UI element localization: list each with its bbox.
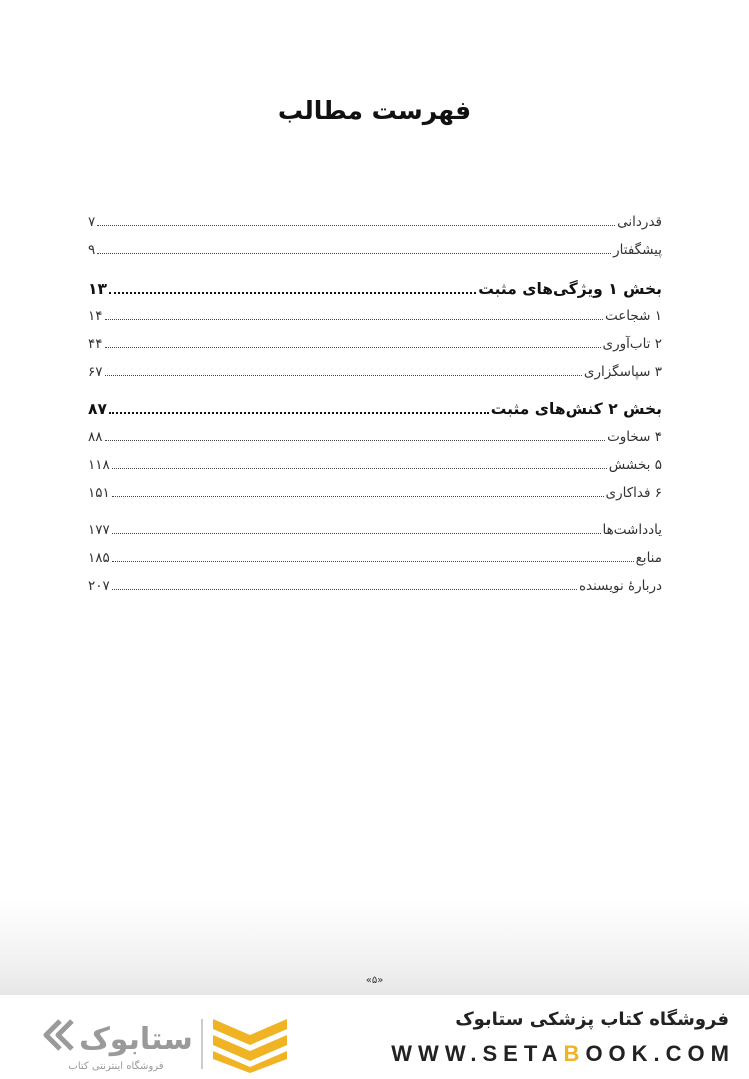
toc-entry-label: ۴ سخاوت (607, 429, 662, 445)
dot-leader (105, 439, 606, 441)
url-part-highlight: B (563, 1041, 586, 1066)
toc-entry-page: ۱۱۸ (88, 457, 110, 473)
toc-entry-label: منابع (635, 550, 662, 566)
dot-leader (97, 224, 615, 226)
logo-wordmark: ستابوک (79, 1022, 193, 1057)
dot-leader (112, 588, 577, 590)
toc-entry (88, 425, 662, 445)
toc-entry-page: ۸۷ (88, 400, 107, 418)
dot-leader (105, 374, 582, 376)
toc-entry-page: ۱۳ (88, 280, 107, 298)
dot-leader (112, 495, 604, 497)
toc-entry-label: ۶ فداکاری (605, 485, 662, 501)
toc-entry-page: ۷ (88, 214, 96, 230)
toc-entry-page: ۴۴ (88, 336, 103, 352)
toc-entry (88, 332, 662, 352)
toc-entry-label: ۱ شجاعت (604, 308, 662, 324)
logo-mark-icon (213, 1019, 287, 1073)
toc-entry (88, 238, 662, 258)
dot-leader (112, 467, 607, 469)
logo-subtext: فروشگاه اینترنتی کتاب (68, 1061, 164, 1072)
toc-entry (88, 481, 662, 501)
toc-entry (88, 453, 662, 473)
dot-leader (112, 532, 601, 534)
url-part: SETA (482, 1041, 564, 1066)
dot-leader (109, 411, 489, 414)
toc-entry-page: ۸۸ (88, 429, 103, 445)
toc-entry-label: ۵ بخشش (608, 457, 662, 473)
store-url[interactable] (391, 1041, 735, 1067)
url-part: WWW. (391, 1041, 483, 1066)
store-name: فروشگاه کتاب پزشکی ستابوک (455, 1009, 729, 1030)
page-title: فهرست مطالب (277, 96, 472, 125)
toc-entry-page: ۱۷۷ (88, 522, 110, 538)
dot-leader (112, 560, 634, 562)
toc-entry-page: ۶۷ (88, 364, 103, 380)
logo-arrows-icon (46, 1021, 72, 1049)
dot-leader (109, 291, 476, 294)
dot-leader (97, 252, 611, 254)
setabook-logo (38, 1013, 288, 1073)
toc-entry-page: ۱۸۵ (88, 550, 110, 566)
page-number: «۵» (365, 975, 384, 986)
dot-leader (105, 346, 601, 348)
toc-entry-label: یادداشت‌ها (602, 522, 662, 538)
toc-part-heading (88, 276, 662, 298)
toc-entry-label: بخش ۱ ویژگی‌های مثبت (478, 280, 662, 298)
url-part: OOK.COM (585, 1041, 735, 1066)
store-banner (0, 995, 749, 1079)
toc-entry (88, 304, 662, 324)
toc-entry-label: بخش ۲ کنش‌های مثبت (490, 400, 662, 418)
toc-entry (88, 518, 662, 538)
toc-part-heading (88, 396, 662, 418)
toc-entry-label: ۲ تاب‌آوری (602, 336, 662, 352)
toc-entry-page: ۹ (88, 242, 96, 258)
toc-entry (88, 360, 662, 380)
toc-entry-page: ۱۵۱ (88, 485, 110, 501)
toc-entry (88, 210, 662, 230)
toc-entry (88, 546, 662, 566)
toc-entry-label: پیشگفتار (613, 242, 662, 258)
toc-entry-page: ۲۰۷ (88, 578, 110, 594)
toc-entry-page: ۱۴ (88, 308, 103, 324)
toc-entry-label: دربارهٔ نویسنده (578, 578, 662, 594)
toc-entry-label: ۳ سپاسگزاری (583, 364, 662, 380)
dot-leader (105, 318, 603, 320)
toc-entry-label: قدردانی (617, 214, 662, 230)
toc-entry (88, 574, 662, 594)
